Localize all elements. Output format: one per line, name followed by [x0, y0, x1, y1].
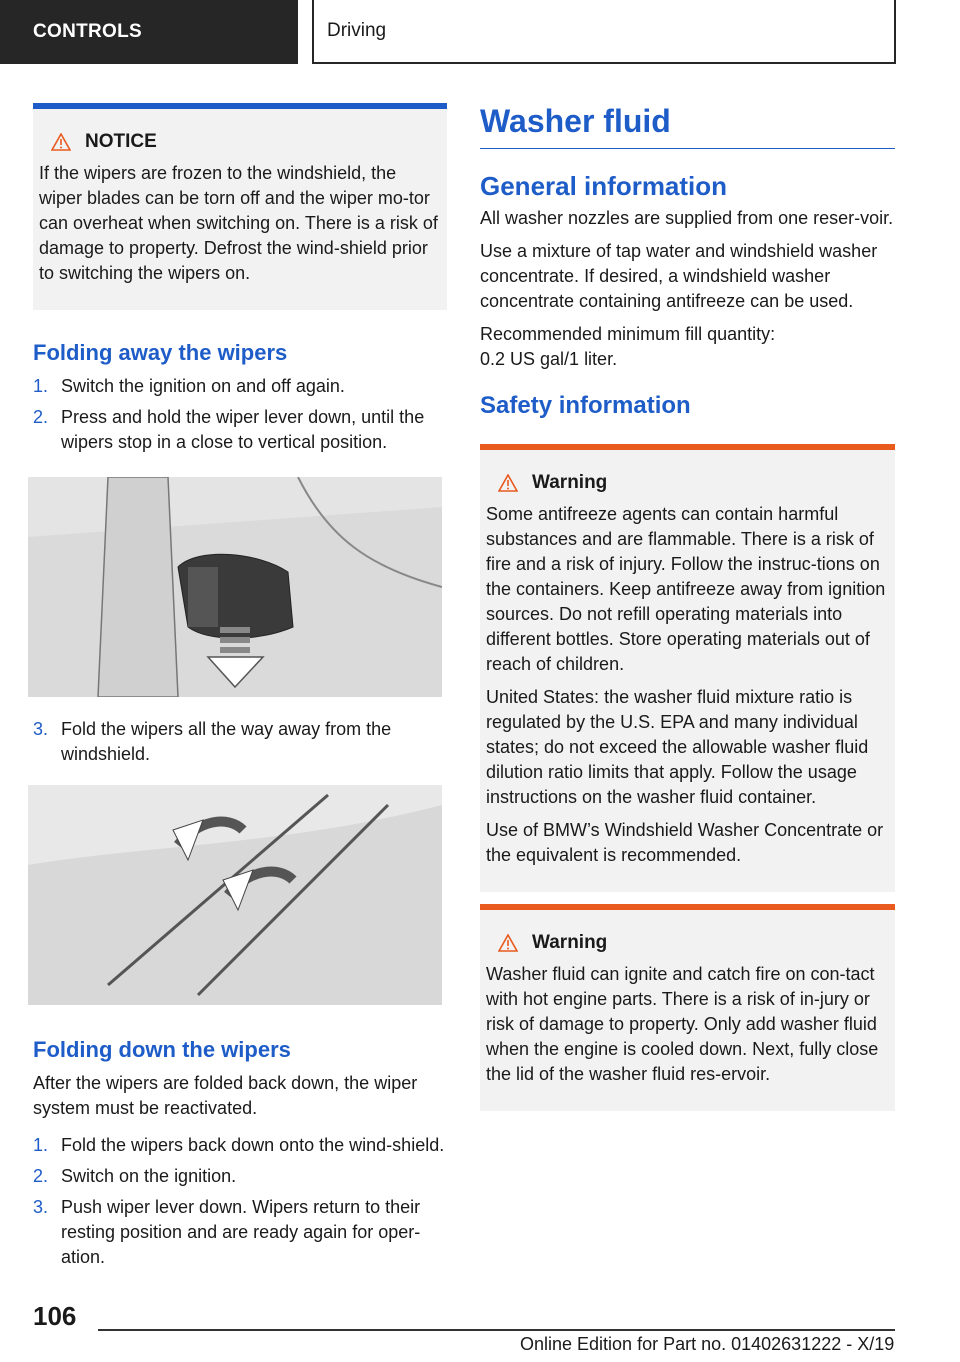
- edition-text: Online Edition for Part no. 01402631222 - X/19: [520, 1334, 895, 1354]
- warning-title: [498, 472, 889, 494]
- step-text: Fold the wipers back down onto the wind-shield.: [61, 1135, 445, 1155]
- list-item: [33, 1195, 447, 1270]
- section-tab: [0, 0, 298, 64]
- warning-box-1: [480, 444, 895, 892]
- right-column: [480, 103, 895, 1111]
- general-paragraph-1: All washer nozzles are supplied from one reser-voir.: [480, 208, 894, 228]
- step-number: 1.: [33, 1135, 49, 1155]
- list-item: [33, 1133, 447, 1158]
- heading-folding-down: Folding down the wipers: [33, 1037, 291, 1062]
- footer-divider: [98, 1329, 895, 1331]
- warning-triangle-icon: [498, 934, 518, 952]
- heading-safety-information: Safety information: [480, 392, 691, 419]
- folding-down-intro: After the wipers are folded back down, the wiper system must be reactivated.: [33, 1073, 418, 1118]
- step-text: Fold the wipers all the way away from the windshield.: [61, 719, 392, 764]
- windshield-wipers-illustration: [28, 785, 442, 1005]
- warning-triangle-icon: [498, 474, 518, 492]
- general-paragraph-3b: 0.2 US gal/1 liter.: [480, 349, 618, 369]
- warning-box-2: [480, 904, 895, 1111]
- warning-1-paragraph-3: Use of BMW’s Windshield Washer Concentrate or the equivalent is recommended.: [486, 820, 884, 865]
- warning-triangle-icon: [51, 133, 71, 151]
- step-text: Push wiper lever down. Wipers return to their resting position and are ready again for oper-ation.: [61, 1197, 421, 1267]
- section-label: CONTROLS: [33, 21, 143, 42]
- warning-title-text: Warning: [532, 932, 608, 953]
- step-number: 1.: [33, 376, 49, 396]
- list-item: [33, 717, 447, 767]
- step-number: 3.: [33, 719, 49, 739]
- step-text: Switch on the ignition.: [61, 1166, 237, 1186]
- chapter-tab: [312, 0, 896, 64]
- step-text: Press and hold the wiper lever down, until the wipers stop in a close to vertical position.: [61, 407, 425, 452]
- notice-box: [33, 103, 447, 310]
- wiper-lever-illustration: [28, 477, 442, 697]
- page-number: 106: [33, 1301, 77, 1331]
- list-item: [33, 374, 447, 399]
- warning-title: [498, 932, 889, 954]
- notice-title: [51, 131, 441, 153]
- step-number: 2.: [33, 1166, 49, 1186]
- step-number: 2.: [33, 407, 49, 427]
- notice-text: If the wipers are frozen to the windshield, the wiper blades can be torn off and the wiper mo-tor can overheat when switching on. There is a risk of damage to property. Defrost the wind-shield prior to switching the wipers on.: [39, 163, 438, 283]
- list-item: [33, 405, 447, 455]
- warning-1-paragraph-1: Some antifreeze agents can contain harmful substances and are flammable. There is a risk of fire and a risk of injury. Follow the instruc-tions on the containers. Keep antifreeze away from ignition sources. Do not refill operating materials into different bottles. Store operating materials out of reach of children.: [486, 504, 886, 674]
- step-text: Switch the ignition on and off again.: [61, 376, 345, 396]
- warning-1-paragraph-2: United States: the washer fluid mixture ratio is regulated by the U.S. EPA and many individual states; do not exceed the allowable washer fluid dilution ratio limits that apply. Follow the usage instructions on the washer fluid container.: [486, 687, 869, 807]
- chapter-label: Driving: [327, 20, 387, 41]
- heading-folding-away: Folding away the wipers: [33, 340, 288, 365]
- general-paragraph-3a: Recommended minimum fill quantity:: [480, 324, 776, 344]
- warning-title-text: Warning: [532, 472, 608, 493]
- heading-washer-fluid: Washer fluid: [480, 103, 895, 149]
- step-number: 3.: [33, 1197, 49, 1217]
- warning-2-paragraph-1: Washer fluid can ignite and catch fire on con-tact with hot engine parts. There is a risk of in-jury or risk of damage to property. Only add washer fluid when the engine is cooled down. Next, fully close the lid of the washer fluid res-ervoir.: [486, 964, 879, 1084]
- left-column: [33, 103, 447, 1276]
- list-item: [33, 1164, 447, 1189]
- heading-general-information: General information: [480, 171, 728, 201]
- notice-title-text: NOTICE: [85, 131, 157, 152]
- general-paragraph-2: Use a mixture of tap water and windshield washer concentrate. If desired, a windshield washer concentrate containing antifreeze can be used.: [480, 241, 878, 311]
